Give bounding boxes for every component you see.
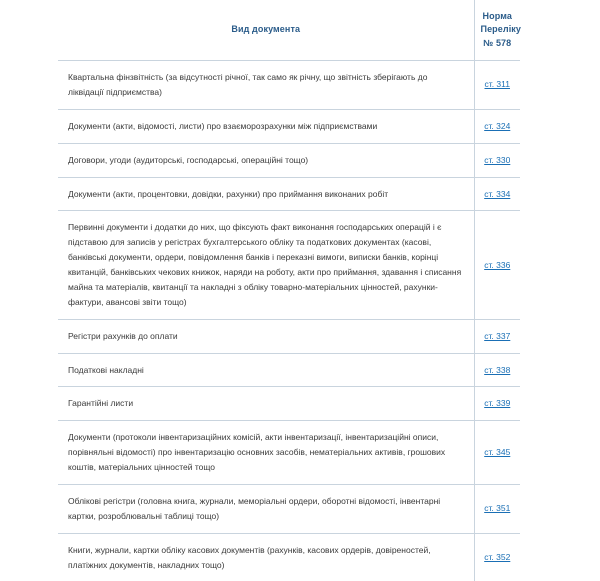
column-header-document-type: Вид документа	[58, 0, 474, 61]
norm-link[interactable]: ст. 337	[484, 331, 510, 341]
norm-header-line-1: Норма	[481, 10, 515, 23]
norm-header-line-3: № 578	[481, 37, 515, 50]
norm-link[interactable]: ст. 311	[485, 79, 510, 89]
norm-link[interactable]: ст. 336	[484, 260, 510, 270]
norm-cell	[474, 319, 520, 353]
norm-link[interactable]: ст. 351	[484, 503, 510, 513]
document-type-cell: Квартальна фінзвітність (за відсутності річної, так само як річну, що звітність зберігають до ліквідації підприємства)	[58, 61, 474, 110]
table-row	[58, 533, 520, 581]
table-header	[58, 0, 520, 61]
norm-cell	[474, 109, 520, 143]
document-type-cell: Документи (акти, відомості, листи) про взаєморозрахунки між підприємствами	[58, 109, 474, 143]
document-type-cell: Облікові регістри (головна книга, журнали, меморіальні ордери, оборотні відомості, інвентарні картки, розроблювальні таблиці тощо)	[58, 484, 474, 533]
document-type-cell: Книги, журнали, картки обліку касових документів (рахунків, касових ордерів, довіреностей, платіжних документів, накладних тощо)	[58, 533, 474, 581]
table-row	[58, 177, 520, 211]
table-row	[58, 109, 520, 143]
table-row	[58, 61, 520, 110]
norm-link[interactable]: ст. 334	[484, 189, 510, 199]
document-type-cell: Регістри рахунків до оплати	[58, 319, 474, 353]
retention-periods-table	[58, 0, 520, 581]
document-type-cell: Документи (протоколи інвентаризаційних комісій, акти інвентаризації, інвентаризаційні описи, порівняльні відомості) про інвентаризацію основних засобів, нематеріальних активів, грошових коштів, матеріальних цінностей тощо	[58, 421, 474, 485]
norm-cell	[474, 533, 520, 581]
norm-cell	[474, 387, 520, 421]
norm-link[interactable]: ст. 338	[484, 365, 510, 375]
norm-link[interactable]: ст. 339	[484, 398, 510, 408]
document-type-cell: Податкові накладні	[58, 353, 474, 387]
document-type-cell: Первинні документи і додатки до них, що фіксують факт виконання господарських операцій і є підставою для записів у регістрах бухгалтерського обліку та податкових документах (касові, банківські документи, ордери, повідомлення банків і переказні вимоги, виписки банків, корінці квитанцій, банківських чекових книжок, наряди на роботу, акти про приймання, здавання і списання майна та матеріалів, квитанції та накладні з обліку товарно-матеріальних цінностей, рахунки-фактури, авансові звіти тощо)	[58, 211, 474, 319]
table-row	[58, 387, 520, 421]
table-header-row	[58, 0, 520, 61]
norm-cell	[474, 211, 520, 319]
norm-cell	[474, 421, 520, 485]
document-type-cell: Документи (акти, процентовки, довідки, рахунки) про приймання виконаних робіт	[58, 177, 474, 211]
norm-cell	[474, 143, 520, 177]
norm-header-line-2: Переліку	[481, 23, 515, 36]
norm-cell	[474, 61, 520, 110]
norm-link[interactable]: ст. 330	[484, 155, 510, 165]
norm-link[interactable]: ст. 345	[484, 447, 510, 457]
table-row	[58, 211, 520, 319]
norm-cell	[474, 484, 520, 533]
column-header-norm	[474, 0, 520, 61]
norm-cell	[474, 177, 520, 211]
document-type-cell: Договори, угоди (аудиторські, господарські, операційні тощо)	[58, 143, 474, 177]
norm-link[interactable]: ст. 352	[484, 552, 510, 562]
document-type-cell: Гарантійні листи	[58, 387, 474, 421]
table-row	[58, 353, 520, 387]
norm-link[interactable]: ст. 324	[484, 121, 510, 131]
table-row	[58, 143, 520, 177]
norm-cell	[474, 353, 520, 387]
table-body	[58, 61, 520, 581]
table-row	[58, 421, 520, 485]
table-row	[58, 319, 520, 353]
table-row	[58, 484, 520, 533]
